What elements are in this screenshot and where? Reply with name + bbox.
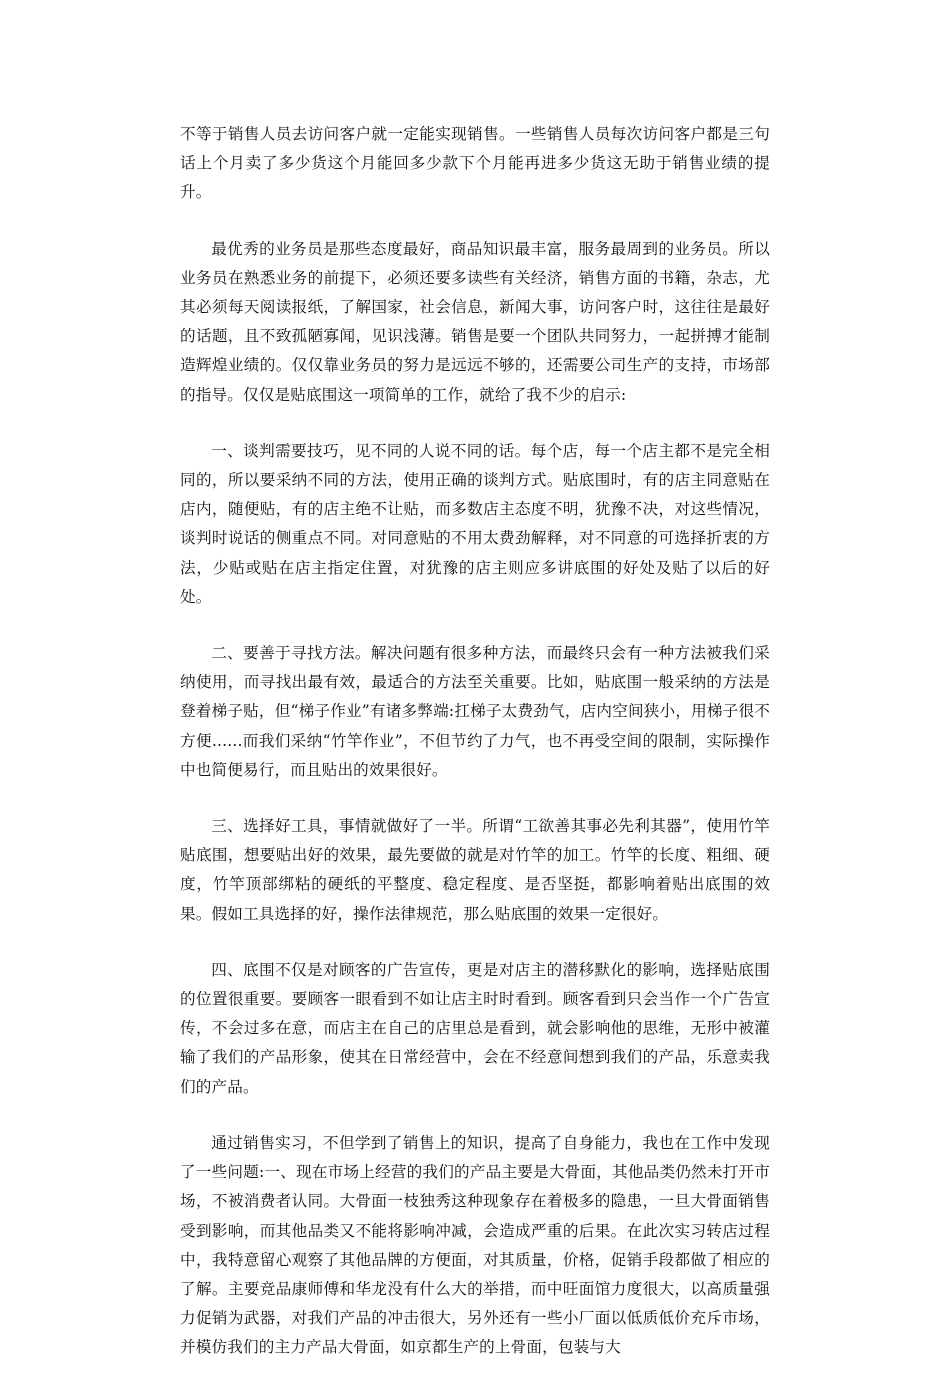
paragraph-5: 三、选择好工具，事情就做好了一半。所谓“工欲善其事必先利其器”，使用竹竿贴底围，想要贴出好的效果，最先要做的就是对竹竿的加工。竹竿的长度、粗细、硬度，竹竿顶部绑粘的硬纸的平整度、稳定程度、是否坚挺，都影响着贴出底围的效果。假如工具选择的好，操作法律规范，那么贴底围的效果一定很好。 [180,817,770,923]
paragraph-7: 通过销售实习，不但学到了销售上的知识，提高了自身能力，我也在工作中发现了一些问题:一、现在市场上经营的我们的产品主要是大骨面，其他品类仍然未打开市场，不被消费者认同。大骨面一枝独秀这种现象存在着极多的隐患，一旦大骨面销售受到影响，而其他品类又不能将影响冲减，会造成严重的后果。在此次实习转店过程中，我特意留心观察了其他品牌的方便面，对其质量，价格，促销手段都做了相应的了解。主要竞品康师傅和华龙没有什么大的举措，而中旺面馆力度很大，以高质量强力促销为武器，对我们产品的冲击很大，另外还有一些小厂面以低质低价充斥市场，并模仿我们的主力产品大骨面，如京都生产的上骨面，包装与大 [180,1133,770,1357]
paragraph-1: 不等于销售人员去访问客户就一定能实现销售。一些销售人员每次访问客户都是三句话上个月卖了多少货这个月能回多少款下个月能再进多少货这无助于销售业绩的提升。 [180,125,770,202]
paragraph-3: 一、谈判需要技巧，见不同的人说不同的话。每个店，每一个店主都不是完全相同的，所以要采纳不同的方法，使用正确的谈判方式。贴底围时，有的店主同意贴在店内，随便贴，有的店主绝不让贴，而多数店主态度不明，犹豫不决，对这些情况，谈判时说话的侧重点不同。对同意贴的不用太费劲解释，对不同意的可选择折衷的方法，少贴或贴在店主指定住置，对犹豫的店主则应多讲底围的好处及贴了以后的好处。 [180,441,770,606]
document-page [180,120,770,1390]
paragraph-6: 四、底围不仅是对顾客的广告宣传，更是对店主的潜移默化的影响，选择贴底围的位置很重要。要顾客一眼看到不如让店主时时看到。顾客看到只会当作一个广告宣传，不会过多在意，而店主在自己的店里总是看到，就会影响他的思维，无形中被灌输了我们的产品形象，使其在日常经营中，会在不经意间想到我们的产品，乐意卖我们的产品。 [180,960,770,1096]
paragraph-4: 二、要善于寻找方法。解决问题有很多种方法，而最终只会有一种方法被我们采纳使用，而寻找出最有效，最适合的方法至关重要。比如，贴底围一般采纳的方法是登着梯子贴，但“梯子作业”有诸多弊端:扛梯子太费劲气，店内空间狭小，用梯子很不方便......而我们采纳“竹竿作业”，不但节约了力气，也不再受空间的限制，实际操作中也简便易行，而且贴出的效果很好。 [180,644,770,779]
paragraph-2: 最优秀的业务员是那些态度最好，商品知识最丰富，服务最周到的业务员。所以业务员在熟悉业务的前提下，必须还要多读些有关经济，销售方面的书籍，杂志，尤其必须每天阅读报纸，了解国家，社会信息，新闻大事，访问客户时，这往往是最好的话题，且不致孤陋寡闻，见识浅薄。销售是要一个团队共同努力，一起拼搏才能制造辉煌业绩的。仅仅靠业务员的努力是远远不够的，还需要公司生产的支持，市场部的指导。仅仅是贴底围这一项简单的工作，就给了我不少的启示: [180,239,770,404]
